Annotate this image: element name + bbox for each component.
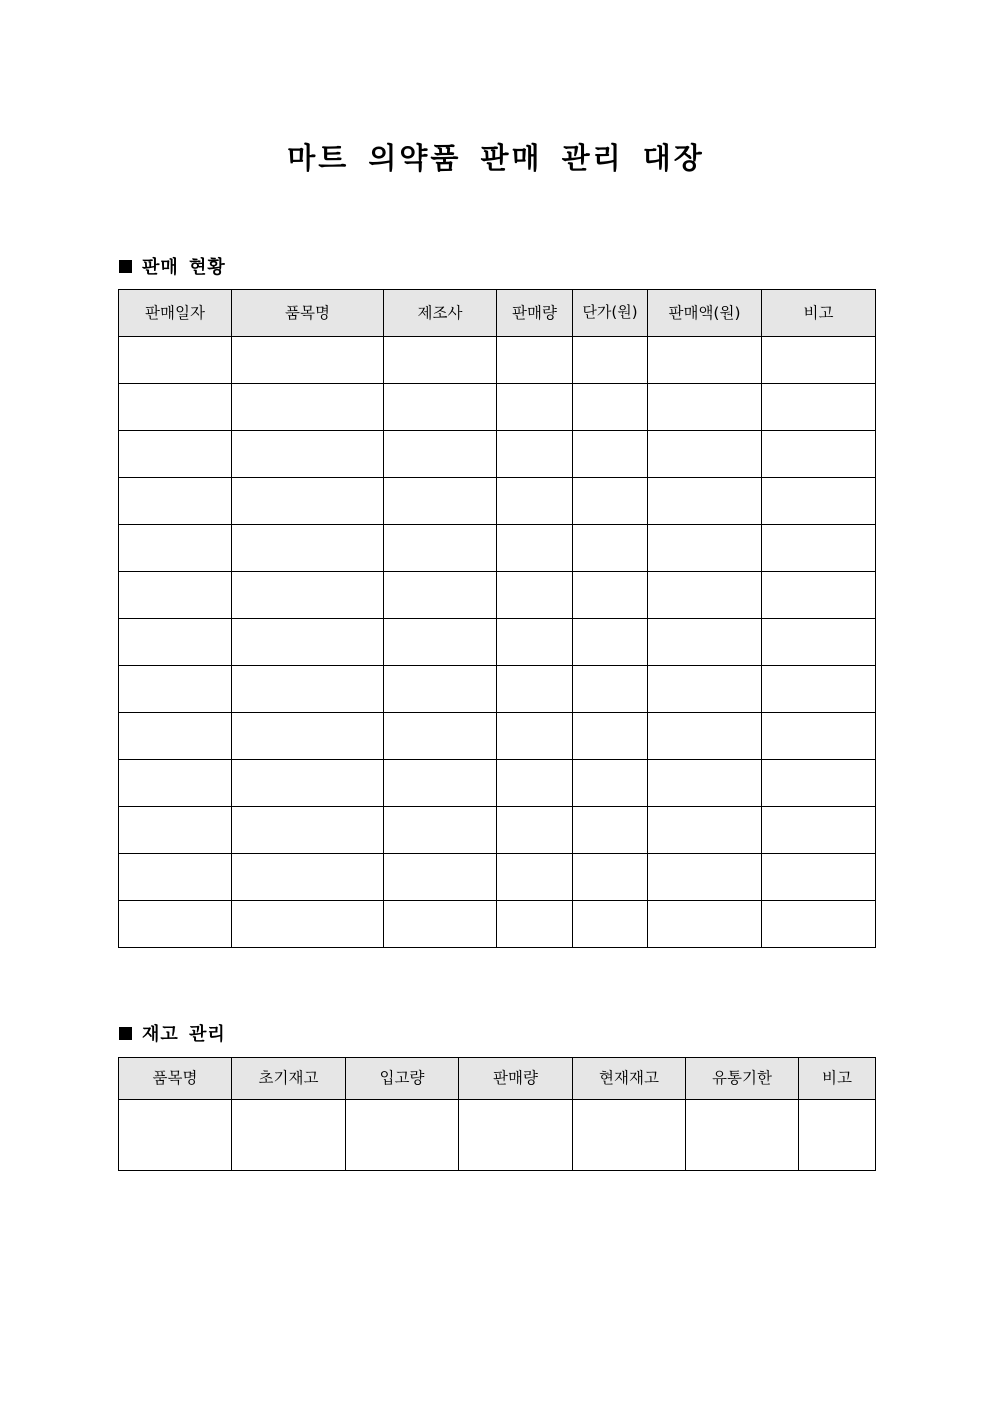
sales-table-cell[interactable] [232,854,384,901]
sales-table-cell[interactable] [497,713,573,760]
sales-table-cell[interactable] [573,619,648,666]
sales-table-cell[interactable] [762,384,876,431]
sales-table-cell[interactable] [384,525,497,572]
sales-table-cell[interactable] [232,337,384,384]
sales-table-cell[interactable] [762,478,876,525]
header-unit-price: 단가(원) [573,290,648,337]
stock-table-cell[interactable] [459,1100,573,1171]
header-current-stock: 현재재고 [573,1058,686,1100]
stock-table-body [119,1100,876,1171]
sales-table [118,289,876,948]
sales-table-cell[interactable] [232,431,384,478]
sales-table-cell[interactable] [119,431,232,478]
sales-table-cell[interactable] [384,572,497,619]
sales-table-cell[interactable] [497,807,573,854]
sales-table-cell[interactable] [119,525,232,572]
sales-table-cell[interactable] [648,619,762,666]
sales-table-row [119,760,876,807]
stock-table-cell[interactable] [346,1100,459,1171]
sales-table-cell[interactable] [497,431,573,478]
sales-table-cell[interactable] [232,619,384,666]
sales-table-cell[interactable] [762,431,876,478]
stock-table-cell[interactable] [573,1100,686,1171]
stock-table-cell[interactable] [686,1100,799,1171]
stock-section-title: 재고 관리 [142,1024,226,1045]
sales-table-row [119,854,876,901]
sales-table-row [119,901,876,948]
sales-table-header-row [119,290,876,337]
sales-table-cell[interactable] [119,760,232,807]
sales-table-cell[interactable] [762,525,876,572]
sales-table-row [119,384,876,431]
sales-table-cell[interactable] [384,337,497,384]
header-sales-quantity: 판매량 [459,1058,573,1100]
sales-table-cell[interactable] [119,807,232,854]
sales-table-cell[interactable] [573,572,648,619]
sales-table-cell[interactable] [648,478,762,525]
header-item-name: 품목명 [232,290,384,337]
sales-table-cell[interactable] [762,854,876,901]
sales-table-cell[interactable] [573,478,648,525]
sales-table-cell[interactable] [762,807,876,854]
sales-table-cell[interactable] [119,572,232,619]
sales-table-cell[interactable] [384,619,497,666]
sales-table-cell[interactable] [648,666,762,713]
sales-table-cell[interactable] [232,807,384,854]
sales-table-cell[interactable] [648,384,762,431]
sales-table-cell[interactable] [573,854,648,901]
header-sale-date: 판매일자 [119,290,232,337]
sales-table-row [119,525,876,572]
sales-table-cell[interactable] [648,337,762,384]
sales-table-row [119,431,876,478]
square-bullet-icon [119,260,132,273]
sales-table-cell[interactable] [232,760,384,807]
sales-table-cell[interactable] [573,384,648,431]
sales-table-cell[interactable] [497,854,573,901]
sales-table-cell[interactable] [648,901,762,948]
sales-table-row [119,713,876,760]
sales-table-cell[interactable] [497,572,573,619]
sales-table-row [119,478,876,525]
sales-table-row [119,807,876,854]
sales-table-cell[interactable] [119,384,232,431]
sales-table-cell[interactable] [232,572,384,619]
sales-table-cell[interactable] [648,760,762,807]
sales-table-cell[interactable] [648,572,762,619]
sales-table-cell[interactable] [762,901,876,948]
square-bullet-icon [119,1027,132,1040]
sales-table-cell[interactable] [119,901,232,948]
sales-table-cell[interactable] [232,525,384,572]
sales-table-cell[interactable] [762,337,876,384]
sales-table-cell[interactable] [648,431,762,478]
sales-table-cell[interactable] [384,760,497,807]
sales-table-cell[interactable] [119,713,232,760]
sales-table-cell[interactable] [384,901,497,948]
header-initial-stock: 초기재고 [232,1058,346,1100]
sales-table-cell[interactable] [119,619,232,666]
sales-table-cell[interactable] [497,666,573,713]
sales-table-cell[interactable] [497,337,573,384]
sales-table-cell[interactable] [762,713,876,760]
header-sales-amount: 판매액(원) [648,290,762,337]
sales-table-row [119,619,876,666]
stock-section-heading [119,1020,226,1046]
header-remarks: 비고 [762,290,876,337]
sales-table-cell[interactable] [648,854,762,901]
sales-table-cell[interactable] [232,901,384,948]
stock-table-cell[interactable] [119,1100,232,1171]
sales-table-cell[interactable] [232,384,384,431]
sales-table-cell[interactable] [762,619,876,666]
sales-table-cell[interactable] [573,760,648,807]
sales-table-cell[interactable] [573,337,648,384]
sales-table-cell[interactable] [384,384,497,431]
sales-table-cell[interactable] [384,807,497,854]
sales-table-cell[interactable] [573,713,648,760]
sales-table-row [119,337,876,384]
header-expiry-date: 유통기한 [686,1058,799,1100]
sales-section-title: 판매 현황 [142,257,226,278]
sales-table-cell[interactable] [119,478,232,525]
sales-table-cell[interactable] [573,901,648,948]
sales-table-cell[interactable] [497,901,573,948]
sales-table-cell[interactable] [384,666,497,713]
sales-table-cell[interactable] [648,807,762,854]
sales-table-cell[interactable] [119,337,232,384]
sales-table-cell[interactable] [573,807,648,854]
stock-table-header-row [119,1058,876,1100]
sales-table-cell[interactable] [762,572,876,619]
stock-table [118,1057,876,1171]
sales-table-cell[interactable] [497,760,573,807]
sales-table-cell[interactable] [232,666,384,713]
stock-table-cell[interactable] [232,1100,346,1171]
stock-table-row [119,1100,876,1171]
sales-table-cell[interactable] [497,384,573,431]
sales-table-cell[interactable] [119,666,232,713]
sales-table-cell[interactable] [573,666,648,713]
sales-section-heading [119,253,226,279]
sales-table-cell[interactable] [648,525,762,572]
header-incoming-quantity: 입고량 [346,1058,459,1100]
sales-table-cell[interactable] [384,431,497,478]
sales-table-cell[interactable] [497,619,573,666]
sales-table-cell[interactable] [497,525,573,572]
sales-table-cell[interactable] [384,478,497,525]
sales-table-cell[interactable] [648,713,762,760]
sales-table-cell[interactable] [232,478,384,525]
header-manufacturer: 제조사 [384,290,497,337]
sales-table-cell[interactable] [232,713,384,760]
sales-table-cell[interactable] [762,760,876,807]
sales-table-cell[interactable] [573,431,648,478]
sales-table-cell[interactable] [497,478,573,525]
sales-table-row [119,572,876,619]
sales-table-cell[interactable] [573,525,648,572]
sales-table-row [119,666,876,713]
sales-table-cell[interactable] [762,666,876,713]
sales-table-cell[interactable] [119,854,232,901]
header-item-name: 품목명 [119,1058,232,1100]
document-title: 마트 의약품 판매 관리 대장 [287,141,705,175]
sales-table-cell[interactable] [384,854,497,901]
stock-table-cell[interactable] [799,1100,876,1171]
sales-table-body [119,337,876,948]
sales-table-cell[interactable] [384,713,497,760]
header-sales-quantity: 판매량 [497,290,573,337]
header-remarks: 비고 [799,1058,876,1100]
